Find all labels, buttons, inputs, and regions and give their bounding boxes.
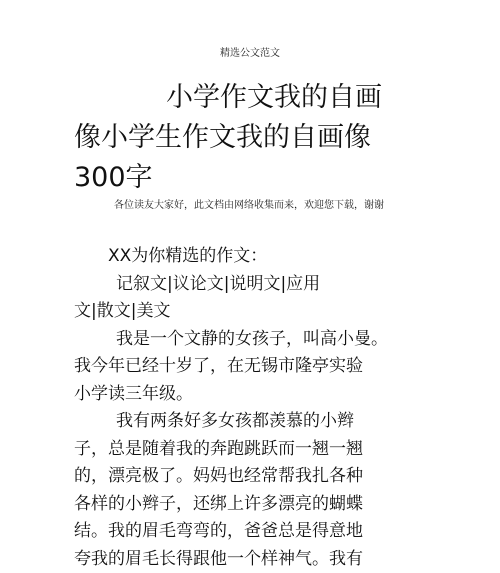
body-line: 子，总是随着我的奔跑跳跃而一翘一翘	[74, 436, 414, 464]
body-line: 记叙文|议论文|说明文|应用	[74, 271, 414, 299]
body-line: 我今年已经十岁了，在无锡市隆亭实验	[74, 353, 414, 381]
body-line: 我有两条好多女孩都羡慕的小辫	[74, 408, 414, 436]
title-line-2: 像小学生作文我的自画像	[74, 118, 414, 158]
body-line: XX为你精选的作文：	[74, 243, 414, 271]
body-line: 的，漂亮极了。妈妈也经常帮我扎各种	[74, 463, 414, 491]
download-note: 各位读友大家好，此文档由网络收集而来，欢迎您下载，谢谢	[114, 196, 384, 211]
body-line: 文|散文|美文	[74, 298, 414, 326]
title-line-1: 小学作文我的自画	[74, 78, 414, 118]
page-header: 精选公文范文	[0, 44, 500, 59]
document-title	[74, 78, 414, 198]
body-line: 小学读三年级。	[74, 381, 414, 409]
body-line: 夸我的眉毛长得跟他一个样神气。我有	[74, 546, 414, 573]
body-line: 结。我的眉毛弯弯的，爸爸总是得意地	[74, 518, 414, 546]
title-line-3: 300字	[74, 158, 414, 198]
body-text	[74, 243, 414, 573]
body-line: 我是一个文静的女孩子，叫高小曼。	[74, 326, 414, 354]
body-line: 各样的小辫子，还绑上许多漂亮的蝴蝶	[74, 491, 414, 519]
